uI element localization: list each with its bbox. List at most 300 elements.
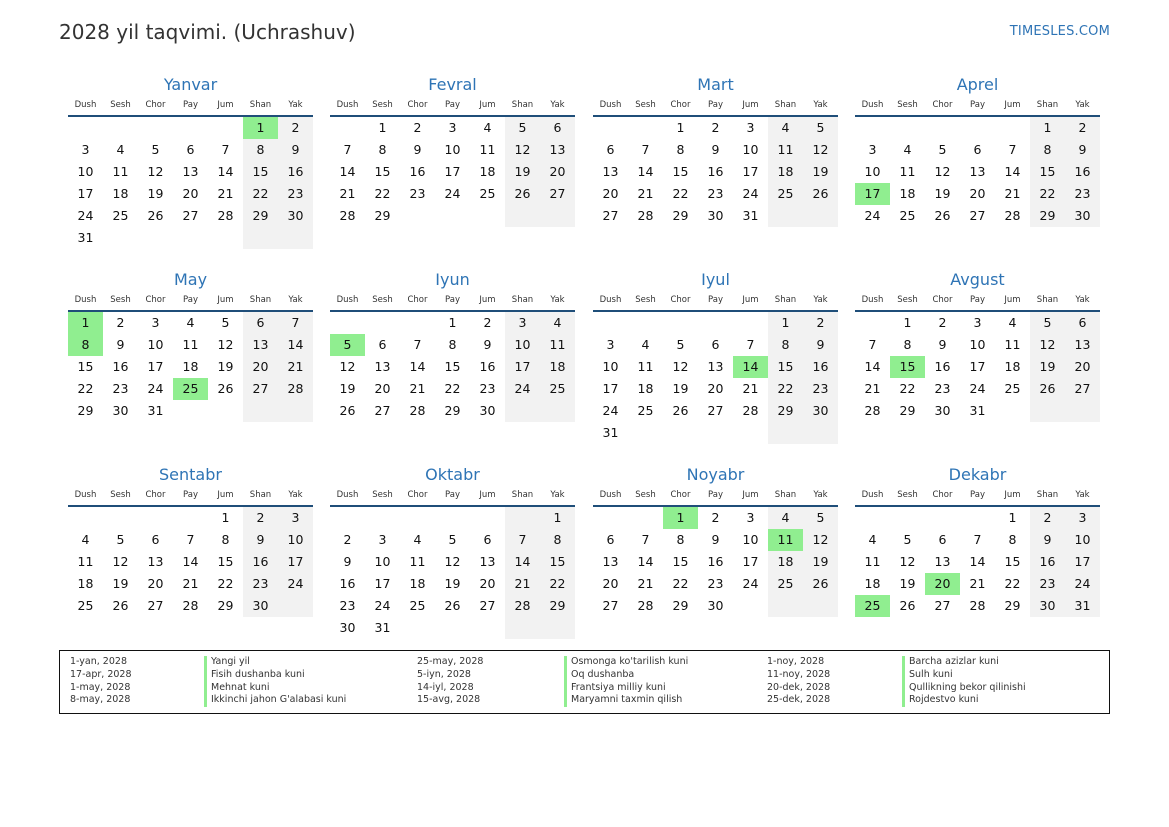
weekday-label: Shan: [249, 490, 272, 500]
legend-date: 1-may, 2028: [70, 681, 131, 693]
day-cell: 25: [768, 183, 803, 205]
legend-holiday-name: Fisih dushanba kuni: [204, 669, 346, 682]
day-cell: 25: [540, 378, 575, 400]
weekday-label: Shan: [1036, 295, 1059, 305]
day-cell: 19: [803, 161, 838, 183]
day-cell: 30: [339, 620, 356, 635]
empty-day-cell: [540, 617, 575, 639]
weekday-label: Pay: [708, 490, 723, 500]
weekday-label: Dush: [74, 295, 97, 305]
empty-day-cell: [173, 117, 208, 139]
weekday-label: Pay: [445, 295, 460, 305]
day-cell: 30: [1065, 205, 1100, 227]
day-cell: 30: [278, 205, 313, 227]
brand-link[interactable]: TIMESLES.COM: [1009, 24, 1110, 39]
day-cell: 31: [147, 403, 164, 418]
day-cell: 19: [803, 551, 838, 573]
weekday-label: Shan: [249, 100, 272, 110]
day-cell: 1: [540, 507, 575, 529]
month-sentabr: [68, 464, 313, 617]
day-cell: 20: [374, 381, 391, 396]
day-cell: 23: [707, 186, 724, 201]
day-cell: 25: [637, 403, 654, 418]
day-cell: 1: [1008, 510, 1017, 525]
day-cell: 18: [768, 161, 803, 183]
empty-day-cell: [803, 205, 838, 227]
day-cell: 31: [602, 425, 619, 440]
day-cell: 11: [637, 359, 654, 374]
day-grid: [330, 312, 575, 422]
weekday-label: Shan: [511, 490, 534, 500]
empty-day-cell: [540, 205, 575, 227]
day-cell: 5: [676, 337, 685, 352]
day-cell: 22: [374, 186, 391, 201]
weekday-label: Pay: [970, 100, 985, 110]
day-cell: 22: [768, 378, 803, 400]
day-cell: 10: [742, 142, 759, 157]
empty-day-cell: [435, 205, 470, 227]
empty-day-cell: [278, 400, 313, 422]
day-cell: 4: [868, 532, 877, 547]
day-cell: 27: [934, 598, 951, 613]
day-cell: 9: [1065, 139, 1100, 161]
weekday-label: Chor: [670, 295, 691, 305]
day-cell: 1: [768, 312, 803, 334]
legend-date: 1-yan, 2028: [70, 656, 127, 667]
day-cell: 26: [444, 598, 461, 613]
day-cell: 31: [77, 230, 94, 245]
day-cell: 17: [77, 186, 94, 201]
holiday-day-cell: 20: [925, 573, 960, 595]
day-cell: 22: [217, 576, 234, 591]
weekday-label: Dush: [336, 100, 359, 110]
weekday-label: Sesh: [372, 295, 393, 305]
day-cell: 27: [969, 208, 986, 223]
holiday-day-cell: 1: [68, 312, 103, 334]
day-cell: 21: [637, 576, 654, 591]
day-cell: 21: [278, 356, 313, 378]
empty-day-cell: [365, 312, 400, 334]
empty-day-cell: [103, 507, 138, 529]
month-title: Avgust: [950, 270, 1005, 289]
empty-day-cell: [103, 117, 138, 139]
holiday-day-cell: 8: [68, 334, 103, 356]
day-cell: 4: [413, 532, 422, 547]
day-cell: 6: [711, 337, 720, 352]
empty-day-cell: [173, 227, 208, 249]
day-grid: [593, 117, 838, 227]
weekday-label: Dush: [599, 295, 622, 305]
day-cell: 5: [903, 532, 912, 547]
holiday-day-cell: 25: [173, 378, 208, 400]
empty-day-cell: [593, 117, 628, 139]
day-cell: 22: [540, 573, 575, 595]
day-cell: 25: [479, 186, 496, 201]
day-cell: 21: [339, 186, 356, 201]
weekday-header: [68, 488, 313, 507]
day-cell: 18: [182, 359, 199, 374]
weekday-label: Jum: [742, 490, 759, 500]
day-cell: 8: [243, 139, 278, 161]
day-cell: 9: [938, 337, 947, 352]
day-cell: 26: [803, 183, 838, 205]
weekday-label: Sesh: [110, 490, 131, 500]
weekday-label: Yak: [550, 100, 565, 110]
day-cell: 13: [934, 554, 951, 569]
weekday-header: [330, 293, 575, 312]
day-cell: 1: [378, 120, 387, 135]
day-cell: 10: [77, 164, 94, 179]
day-cell: 29: [1030, 205, 1065, 227]
day-cell: 4: [186, 315, 195, 330]
day-grid: [68, 507, 313, 617]
day-cell: 10: [278, 529, 313, 551]
day-cell: 30: [479, 403, 496, 418]
day-cell: 20: [479, 576, 496, 591]
day-cell: 6: [186, 142, 195, 157]
empty-day-cell: [540, 400, 575, 422]
day-cell: 2: [938, 315, 947, 330]
weekday-label: Yak: [813, 490, 828, 500]
holiday-day-cell: 1: [663, 507, 698, 529]
weekday-label: Pay: [708, 100, 723, 110]
weekday-label: Sesh: [635, 490, 656, 500]
day-cell: 17: [742, 164, 759, 179]
empty-day-cell: [733, 422, 768, 444]
day-cell: 9: [803, 334, 838, 356]
legend-holiday-name: Ikkinchi jahon G'alabasi kuni: [204, 694, 346, 707]
day-cell: 8: [676, 532, 685, 547]
day-cell: 8: [903, 337, 912, 352]
day-cell: 10: [444, 142, 461, 157]
day-cell: 7: [505, 529, 540, 551]
month-title: Fevral: [428, 75, 477, 94]
day-cell: 20: [602, 576, 619, 591]
day-cell: 26: [147, 208, 164, 223]
day-cell: 14: [217, 164, 234, 179]
day-cell: 5: [1030, 312, 1065, 334]
empty-day-cell: [365, 507, 400, 529]
month-aprel: [855, 74, 1100, 227]
day-cell: 10: [602, 359, 619, 374]
day-cell: 30: [934, 403, 951, 418]
empty-day-cell: [593, 312, 628, 334]
month-may: [68, 269, 313, 422]
legend-date: 25-dek, 2028: [767, 694, 831, 706]
day-cell: 14: [1004, 164, 1021, 179]
day-cell: 19: [672, 381, 689, 396]
weekday-label: Jum: [217, 295, 234, 305]
day-cell: 4: [81, 532, 90, 547]
day-cell: 29: [1004, 598, 1021, 613]
day-cell: 3: [505, 312, 540, 334]
empty-day-cell: [400, 617, 435, 639]
day-cell: 8: [221, 532, 230, 547]
day-cell: 28: [1004, 208, 1021, 223]
day-cell: 29: [444, 403, 461, 418]
day-cell: 3: [746, 120, 755, 135]
month-mart: [593, 74, 838, 227]
weekday-label: Chor: [145, 295, 166, 305]
day-cell: 3: [606, 337, 615, 352]
day-cell: 27: [243, 378, 278, 400]
day-cell: 27: [479, 598, 496, 613]
empty-day-cell: [995, 117, 1030, 139]
day-cell: 2: [278, 117, 313, 139]
weekday-label: Pay: [183, 295, 198, 305]
day-cell: 26: [505, 183, 540, 205]
day-cell: 22: [1004, 576, 1021, 591]
day-cell: 7: [973, 532, 982, 547]
day-cell: 13: [707, 359, 724, 374]
day-cell: 30: [112, 403, 129, 418]
month-title: Oktabr: [425, 465, 480, 484]
day-cell: 18: [479, 164, 496, 179]
weekday-label: Chor: [407, 490, 428, 500]
day-cell: 4: [768, 507, 803, 529]
day-cell: 13: [479, 554, 496, 569]
legend-date: 17-apr, 2028: [70, 668, 132, 680]
day-cell: 3: [278, 507, 313, 529]
day-cell: 26: [339, 403, 356, 418]
day-cell: 16: [479, 359, 496, 374]
day-cell: 4: [1008, 315, 1017, 330]
month-title: Mart: [697, 75, 734, 94]
weekday-label: Shan: [1036, 100, 1059, 110]
empty-day-cell: [243, 227, 278, 249]
day-cell: 21: [742, 381, 759, 396]
day-cell: 17: [444, 164, 461, 179]
weekday-label: Yak: [813, 295, 828, 305]
legend-dates-column-2: [417, 656, 483, 707]
weekday-label: Yak: [1075, 490, 1090, 500]
day-cell: 31: [969, 403, 986, 418]
empty-day-cell: [138, 507, 173, 529]
day-cell: 20: [147, 576, 164, 591]
empty-day-cell: [400, 205, 435, 227]
day-cell: 28: [637, 208, 654, 223]
empty-day-cell: [733, 312, 768, 334]
day-cell: 15: [1004, 554, 1021, 569]
weekday-label: Shan: [774, 295, 797, 305]
day-cell: 19: [934, 186, 951, 201]
day-cell: 23: [1030, 573, 1065, 595]
day-cell: 12: [899, 554, 916, 569]
day-cell: 13: [540, 139, 575, 161]
day-cell: 6: [606, 142, 615, 157]
weekday-label: Chor: [670, 490, 691, 500]
empty-day-cell: [330, 117, 365, 139]
day-cell: 22: [1030, 183, 1065, 205]
weekday-label: Dush: [336, 295, 359, 305]
day-cell: 13: [969, 164, 986, 179]
month-title: Sentabr: [159, 465, 222, 484]
day-cell: 21: [182, 576, 199, 591]
legend-names-column-2: [564, 656, 688, 707]
day-cell: 9: [711, 532, 720, 547]
weekday-label: Dush: [861, 295, 884, 305]
day-cell: 24: [969, 381, 986, 396]
empty-day-cell: [330, 507, 365, 529]
empty-day-cell: [890, 117, 925, 139]
day-cell: 27: [1065, 378, 1100, 400]
day-cell: 15: [540, 551, 575, 573]
day-cell: 12: [505, 139, 540, 161]
day-cell: 13: [602, 554, 619, 569]
empty-day-cell: [593, 507, 628, 529]
day-cell: 10: [147, 337, 164, 352]
day-cell: 8: [1008, 532, 1017, 547]
day-cell: 30: [803, 400, 838, 422]
legend-date: 1-noy, 2028: [767, 656, 825, 667]
day-cell: 29: [672, 598, 689, 613]
day-cell: 12: [444, 554, 461, 569]
month-title: Iyul: [701, 270, 730, 289]
day-cell: 6: [151, 532, 160, 547]
day-cell: 18: [112, 186, 129, 201]
day-cell: 8: [448, 337, 457, 352]
day-cell: 19: [899, 576, 916, 591]
empty-day-cell: [925, 117, 960, 139]
day-cell: 12: [1030, 334, 1065, 356]
day-cell: 21: [637, 186, 654, 201]
weekday-label: Shan: [774, 490, 797, 500]
weekday-label: Sesh: [897, 100, 918, 110]
holiday-day-cell: 1: [243, 117, 278, 139]
weekday-label: Dush: [599, 100, 622, 110]
day-cell: 18: [77, 576, 94, 591]
day-cell: 29: [243, 205, 278, 227]
weekday-label: Sesh: [635, 295, 656, 305]
day-cell: 16: [707, 164, 724, 179]
weekday-label: Sesh: [897, 295, 918, 305]
legend-dates-column-3: [767, 656, 830, 707]
day-cell: 11: [864, 554, 881, 569]
weekday-label: Pay: [445, 100, 460, 110]
day-cell: 15: [1030, 161, 1065, 183]
empty-day-cell: [960, 117, 995, 139]
day-cell: 21: [969, 576, 986, 591]
empty-day-cell: [470, 617, 505, 639]
day-cell: 16: [1065, 161, 1100, 183]
month-title: Noyabr: [686, 465, 745, 484]
day-cell: 11: [899, 164, 916, 179]
day-cell: 6: [540, 117, 575, 139]
day-cell: 7: [1008, 142, 1017, 157]
weekday-label: Shan: [511, 295, 534, 305]
day-cell: 15: [672, 164, 689, 179]
weekday-label: Jum: [1004, 295, 1021, 305]
weekday-label: Dush: [74, 490, 97, 500]
day-cell: 1: [448, 315, 457, 330]
month-iyun: [330, 269, 575, 422]
legend-dates-column-1: [70, 656, 132, 707]
empty-day-cell: [470, 205, 505, 227]
empty-day-cell: [173, 400, 208, 422]
day-cell: 28: [969, 598, 986, 613]
weekday-header: [330, 98, 575, 117]
month-title: Dekabr: [948, 465, 1007, 484]
day-cell: 9: [711, 142, 720, 157]
holiday-day-cell: 25: [855, 595, 890, 617]
empty-day-cell: [435, 507, 470, 529]
day-grid: [330, 117, 575, 227]
month-avgust: [855, 269, 1100, 422]
weekday-label: Sesh: [635, 100, 656, 110]
empty-day-cell: [330, 312, 365, 334]
day-cell: 10: [864, 164, 881, 179]
empty-day-cell: [435, 617, 470, 639]
weekday-label: Pay: [970, 295, 985, 305]
day-cell: 22: [899, 381, 916, 396]
day-cell: 15: [217, 554, 234, 569]
day-cell: 18: [768, 551, 803, 573]
day-grid: [593, 312, 838, 444]
day-cell: 7: [413, 337, 422, 352]
weekday-header: [855, 98, 1100, 117]
empty-day-cell: [278, 227, 313, 249]
day-cell: 31: [374, 620, 391, 635]
day-cell: 18: [1004, 359, 1021, 374]
day-cell: 18: [864, 576, 881, 591]
day-cell: 23: [339, 598, 356, 613]
day-cell: 11: [182, 337, 199, 352]
day-cell: 16: [934, 359, 951, 374]
day-cell: 3: [868, 142, 877, 157]
day-cell: 25: [1004, 381, 1021, 396]
empty-day-cell: [855, 507, 890, 529]
holiday-day-cell: 11: [768, 529, 803, 551]
weekday-label: Yak: [1075, 295, 1090, 305]
day-cell: 17: [1065, 551, 1100, 573]
day-cell: 24: [278, 573, 313, 595]
day-cell: 14: [278, 334, 313, 356]
day-cell: 5: [221, 315, 230, 330]
empty-day-cell: [505, 400, 540, 422]
day-cell: 29: [77, 403, 94, 418]
day-cell: 14: [339, 164, 356, 179]
day-cell: 2: [343, 532, 352, 547]
day-cell: 22: [243, 183, 278, 205]
day-cell: 10: [505, 334, 540, 356]
day-cell: 21: [505, 573, 540, 595]
weekday-label: Jum: [479, 490, 496, 500]
empty-day-cell: [1030, 400, 1065, 422]
day-cell: 19: [1030, 356, 1065, 378]
day-cell: 20: [969, 186, 986, 201]
weekday-label: Jum: [742, 100, 759, 110]
day-cell: 2: [1030, 507, 1065, 529]
day-cell: 15: [77, 359, 94, 374]
day-cell: 19: [112, 576, 129, 591]
weekday-label: Yak: [813, 100, 828, 110]
weekday-label: Dush: [599, 490, 622, 500]
empty-day-cell: [1065, 400, 1100, 422]
day-cell: 6: [243, 312, 278, 334]
day-cell: 3: [151, 315, 160, 330]
day-cell: 24: [505, 378, 540, 400]
empty-day-cell: [663, 422, 698, 444]
day-cell: 1: [1030, 117, 1065, 139]
empty-day-cell: [960, 507, 995, 529]
day-cell: 27: [540, 183, 575, 205]
day-cell: 27: [374, 403, 391, 418]
day-grid: [593, 507, 838, 617]
empty-day-cell: [505, 617, 540, 639]
empty-day-cell: [208, 227, 243, 249]
empty-day-cell: [208, 400, 243, 422]
holiday-day-cell: 17: [855, 183, 890, 205]
